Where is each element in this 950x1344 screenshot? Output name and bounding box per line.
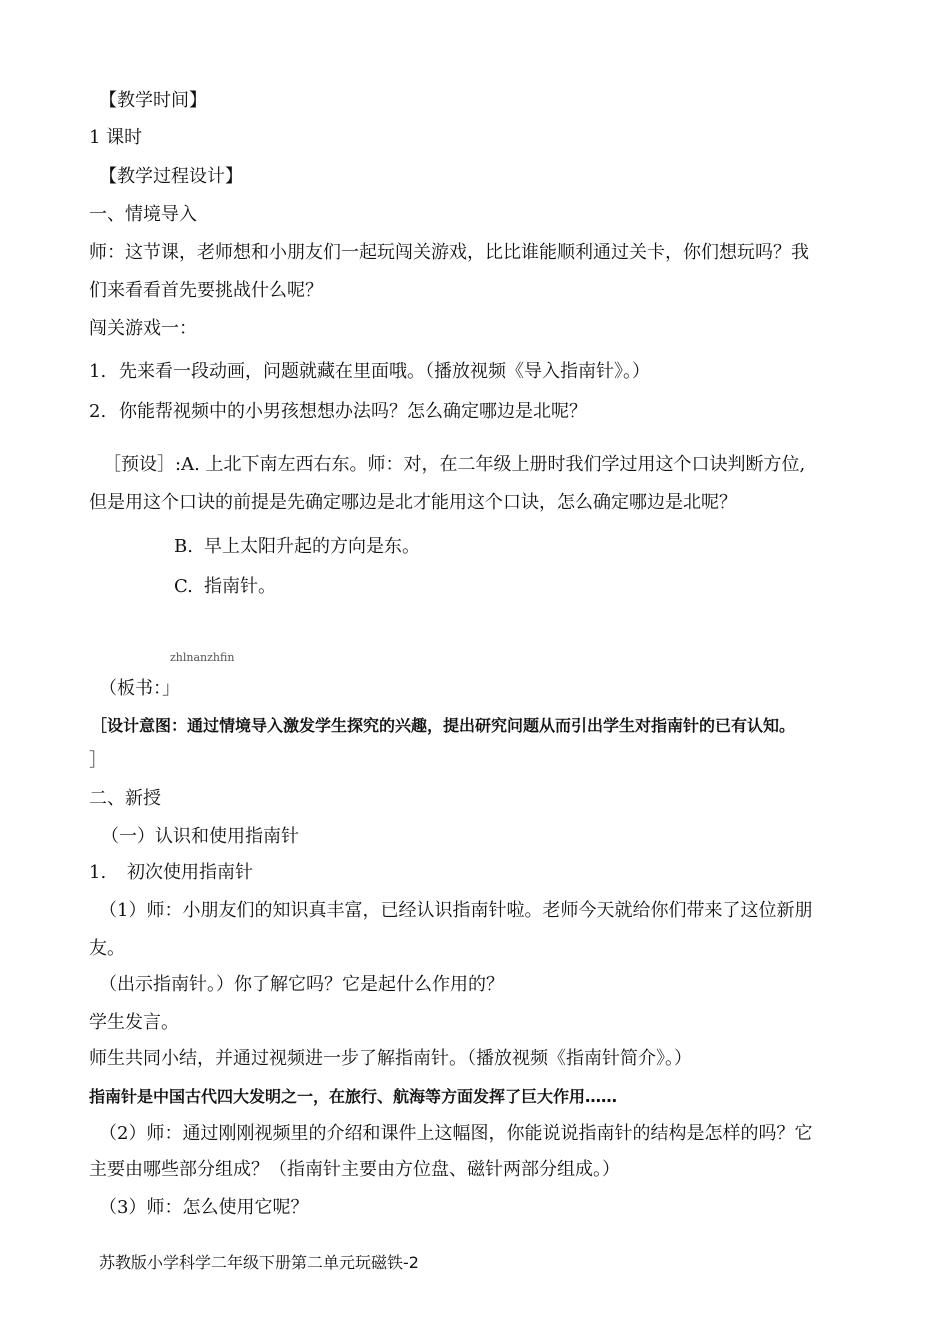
step1-number: 1. [89,361,107,382]
intro-line-1: 师：这节课，老师想和小朋友们一起玩闯关游戏，比比谁能顺利通过关卡，你们想玩吗？我 [89,242,809,263]
para6-line-2: 主要由哪些部分组成？（指南针主要由方位盘、磁针两部分组成。） [89,1159,620,1180]
para4: 师生共同小结，并通过视频进一步了解指南针。（播放视频《指南针简介》。） [89,1048,692,1069]
preset-line-2: 但是用这个口诀的前提是先确定哪边是北才能用这个口诀，怎么确定哪边是北呢？ [89,492,737,513]
step1-text: 先来看一段动画，问题就藏在里面哦。（播放视频《导入指南针》。） [119,361,650,382]
section2-title: 二、新授 [89,788,161,809]
step2-text: 你能帮视频中的小男孩想想办法吗？怎么确定哪边是北呢？ [119,401,587,422]
step2 [89,400,587,424]
para5-bold: 指南针是中国古代四大发明之一，在旅行、航海等方面发挥了巨大作用…… [89,1087,618,1106]
teaching-time-value: 1 课时 [89,127,143,148]
pinyin-note: zhlnanzhfin [170,651,235,664]
option-b [174,535,420,559]
option-c-text: 指南针。 [204,576,276,597]
subsection1-title: （一）认识和使用指南针 [101,826,299,847]
para2: （出示指南针。）你了解它吗？它是起什么作用的？ [99,974,504,995]
item1-text: 初次使用指南针 [127,862,253,883]
design-intent-line-1: ［设计意图：通过情境导入激发学生探究的兴趣，提出研究问题从而引出学生对指南针的已有认知。 [91,716,796,735]
step1 [89,360,650,384]
page-footer: 苏教版小学科学二年级下册第二单元玩磁铁-2 [99,1253,419,1272]
teaching-time-heading: 【教学时间】 [99,90,207,111]
para6-line-1: （2）师：通过刚刚视频里的介绍和课件上这幅图，你能说说指南针的结构是怎样的吗？它 [99,1123,813,1144]
board-note: （板书：」 [99,678,180,699]
option-c [174,575,276,599]
option-c-label: C. [174,576,193,597]
preset-line-1: ［预设］:A. 上北下南左西右东。师：对，在二年级上册时我们学过用这个口诀判断方位, [103,454,806,475]
game1-title: 闯关游戏一： [89,318,197,339]
para1-line-1: （1）师：小朋友们的知识真丰富，已经认识指南针啦。老师今天就给你们带来了这位新朋 [99,900,813,921]
para1-line-2: 友。 [89,938,125,959]
section1-title: 一、情境导入 [89,204,197,225]
para7: （3）师：怎么使用它呢？ [99,1197,309,1218]
step2-number: 2. [89,401,107,422]
item1 [89,861,253,885]
design-intent-line-2: ］ [89,750,107,771]
para3: 学生发言。 [89,1012,179,1033]
option-b-text: 早上太阳升起的方向是东。 [204,536,420,557]
option-b-label: B. [174,536,193,557]
intro-line-2: 们来看看首先要挑战什么呢？ [89,280,323,301]
item1-number: 1. [89,862,107,883]
process-heading: 【教学过程设计】 [99,166,243,187]
